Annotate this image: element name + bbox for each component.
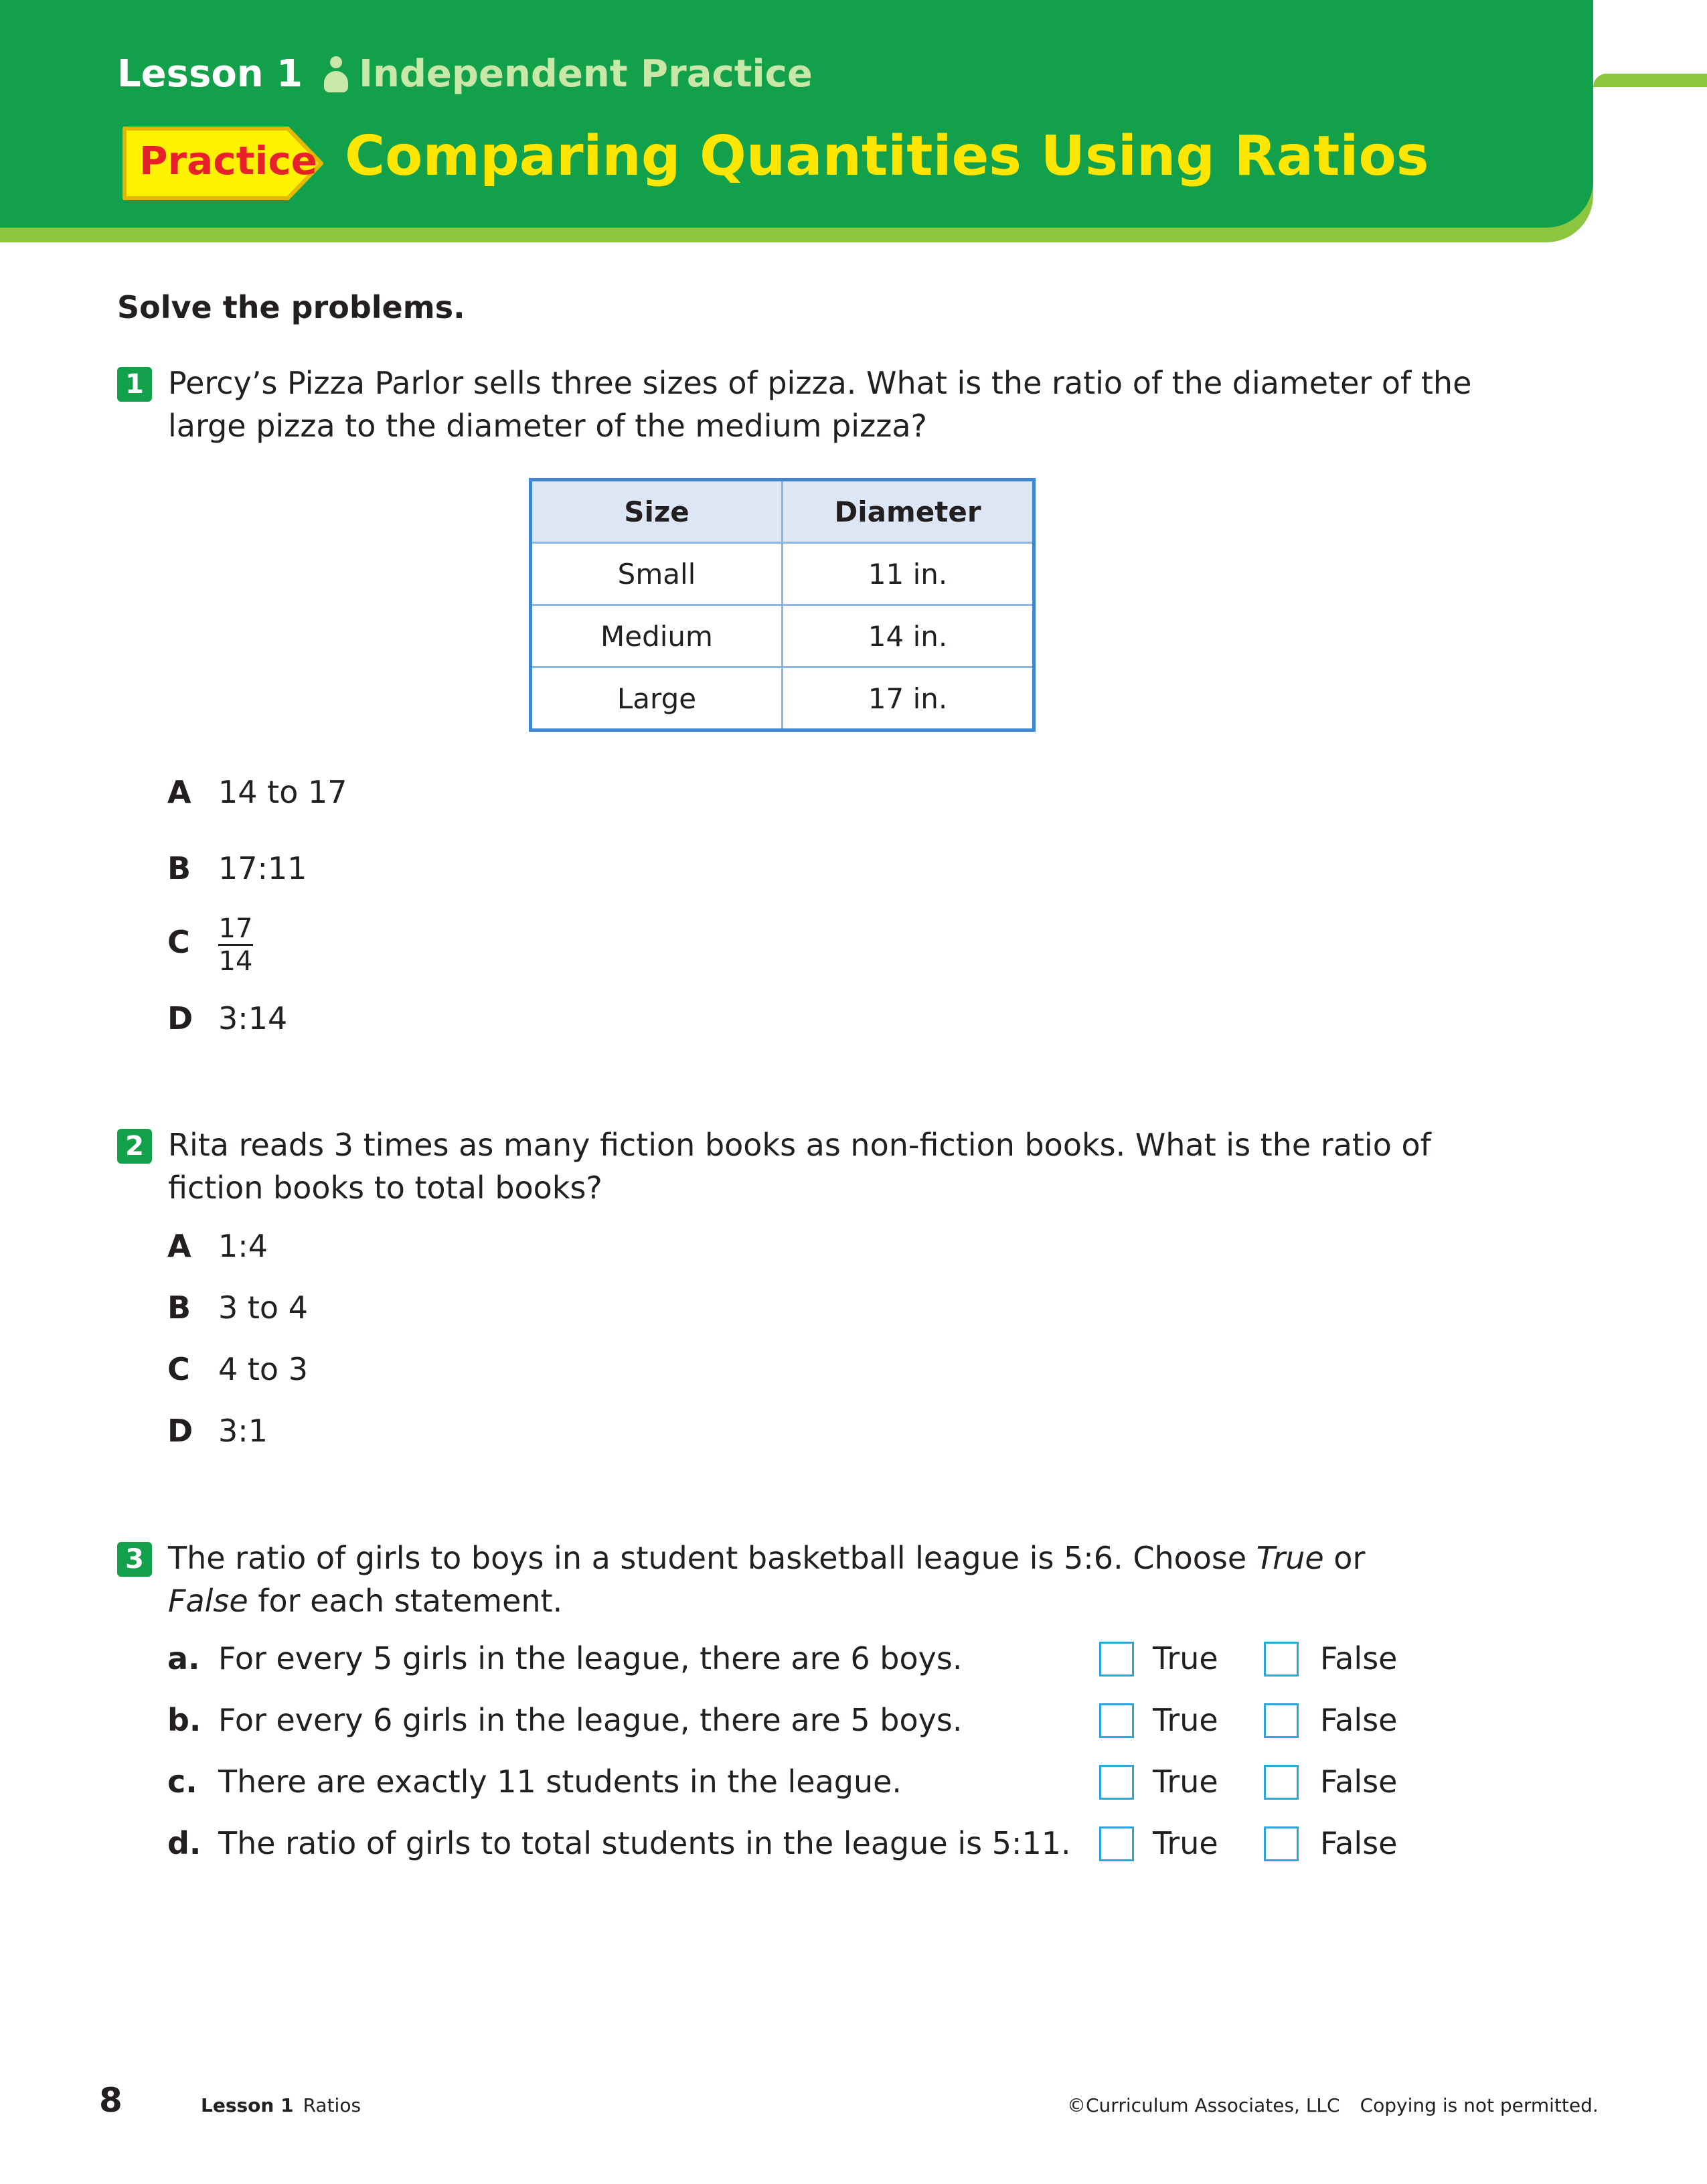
statement-letter: d. (167, 1825, 201, 1861)
column-header-size: Size (531, 480, 783, 543)
true-label: True (1153, 1825, 1218, 1861)
practice-badge-label: Practice (139, 138, 317, 183)
true-label: True (1153, 1764, 1218, 1800)
choice-letter: A (167, 1228, 191, 1264)
true-checkbox[interactable] (1099, 1642, 1134, 1676)
practice-badge (119, 125, 327, 202)
false-checkbox[interactable] (1264, 1642, 1299, 1676)
instructions: Solve the problems. (117, 289, 465, 325)
choice-letter: C (167, 1351, 190, 1387)
choice-letter: D (167, 1413, 193, 1449)
choice-text: 17:11 (218, 850, 307, 886)
answer-choice-d[interactable] (167, 1413, 268, 1449)
table-cell: Large (531, 668, 783, 730)
choice-letter: B (167, 1290, 191, 1326)
statement-letter: a. (167, 1640, 200, 1676)
false-label: False (1320, 1640, 1398, 1676)
header-tab-decoration (1593, 74, 1707, 87)
false-checkbox[interactable] (1264, 1765, 1299, 1800)
statement-text: For every 6 girls in the league, there are 5 boys. (218, 1702, 963, 1738)
copying-notice: Copying is not permitted. (1360, 2094, 1599, 2116)
false-label: False (1320, 1764, 1398, 1800)
answer-choice-d[interactable] (167, 1000, 287, 1036)
question-number-badge: 3 (117, 1542, 152, 1577)
statement-letter: c. (167, 1764, 197, 1800)
fraction-numerator: 17 (218, 913, 253, 946)
true-checkbox[interactable] (1099, 1765, 1134, 1800)
statement-text: The ratio of girls to total students in the league is 5:11. (218, 1825, 1071, 1861)
table-row (531, 605, 1034, 668)
table-cell: Small (531, 543, 783, 605)
footer-lesson-label: Lesson 1 (201, 2094, 294, 2116)
pizza-size-table (529, 478, 1036, 732)
table-cell: 17 in. (783, 668, 1034, 730)
footer-lesson (201, 2094, 361, 2116)
question-text: The ratio of girls to boys in a student basketball league is 5:6. Choose True or False for each statement. (168, 1540, 1366, 1619)
fraction-denominator: 14 (218, 946, 253, 977)
table-cell: Medium (531, 605, 783, 668)
choice-letter: B (167, 850, 191, 886)
page-title: Comparing Quantities Using Ratios (345, 125, 1429, 188)
false-word: False (168, 1583, 248, 1619)
answer-choice-a[interactable] (167, 774, 347, 810)
statement-a (167, 1640, 962, 1676)
choice-text: 3 to 4 (218, 1290, 308, 1326)
choice-letter: A (167, 774, 191, 810)
true-checkbox[interactable] (1099, 1826, 1134, 1861)
question-number-badge: 2 (117, 1129, 152, 1164)
page-number: 8 (99, 2081, 123, 2120)
question-text: Rita reads 3 times as many fiction books as non-fiction books. What is the ratio of fiction books to total books? (168, 1127, 1431, 1206)
choice-letter: D (167, 1000, 193, 1036)
statement-d (167, 1825, 1071, 1861)
false-checkbox[interactable] (1264, 1826, 1299, 1861)
table-cell: 11 in. (783, 543, 1034, 605)
fraction-17-over-14 (218, 913, 253, 977)
statement-text: For every 5 girls in the league, there are 6 boys. (218, 1640, 963, 1676)
answer-choice-c[interactable] (167, 924, 218, 960)
answer-choice-a[interactable] (167, 1228, 268, 1264)
choice-letter: C (167, 924, 190, 960)
answer-choice-b[interactable] (167, 1290, 308, 1326)
false-label: False (1320, 1825, 1398, 1861)
footer-topic: Ratios (303, 2094, 361, 2116)
copyright-text: ©Curriculum Associates, LLC (1067, 2094, 1340, 2116)
answer-choice-c[interactable] (167, 1351, 308, 1387)
false-checkbox[interactable] (1264, 1703, 1299, 1738)
statement-letter: b. (167, 1702, 201, 1738)
choice-text: 14 to 17 (218, 774, 347, 810)
section-label: Independent Practice (359, 52, 813, 96)
table-cell: 14 in. (783, 605, 1034, 668)
false-label: False (1320, 1702, 1398, 1738)
statement-text: There are exactly 11 students in the league. (218, 1764, 902, 1800)
choice-text: 1:4 (218, 1228, 268, 1264)
table-row (531, 543, 1034, 605)
statement-c (167, 1764, 902, 1800)
true-checkbox[interactable] (1099, 1703, 1134, 1738)
lesson-label: Lesson 1 (117, 52, 303, 96)
column-header-diameter: Diameter (783, 480, 1034, 543)
table-header-row (531, 480, 1034, 543)
lesson-line (117, 52, 813, 96)
table-row (531, 668, 1034, 730)
true-label: True (1153, 1640, 1218, 1676)
answer-choice-b[interactable] (167, 850, 307, 886)
footer-copyright (1067, 2094, 1599, 2116)
person-icon (323, 55, 349, 94)
statement-b (167, 1702, 962, 1738)
choice-text: 3:1 (218, 1413, 268, 1449)
choice-text: 4 to 3 (218, 1351, 308, 1387)
choice-text: 3:14 (218, 1000, 288, 1036)
true-label: True (1153, 1702, 1218, 1738)
question-text: Percy’s Pizza Parlor sells three sizes of pizza. What is the ratio of the diameter of the large pizza to the diameter of the medium pizza? (168, 365, 1472, 444)
question-number-badge: 1 (117, 367, 152, 402)
true-word: True (1256, 1540, 1324, 1576)
